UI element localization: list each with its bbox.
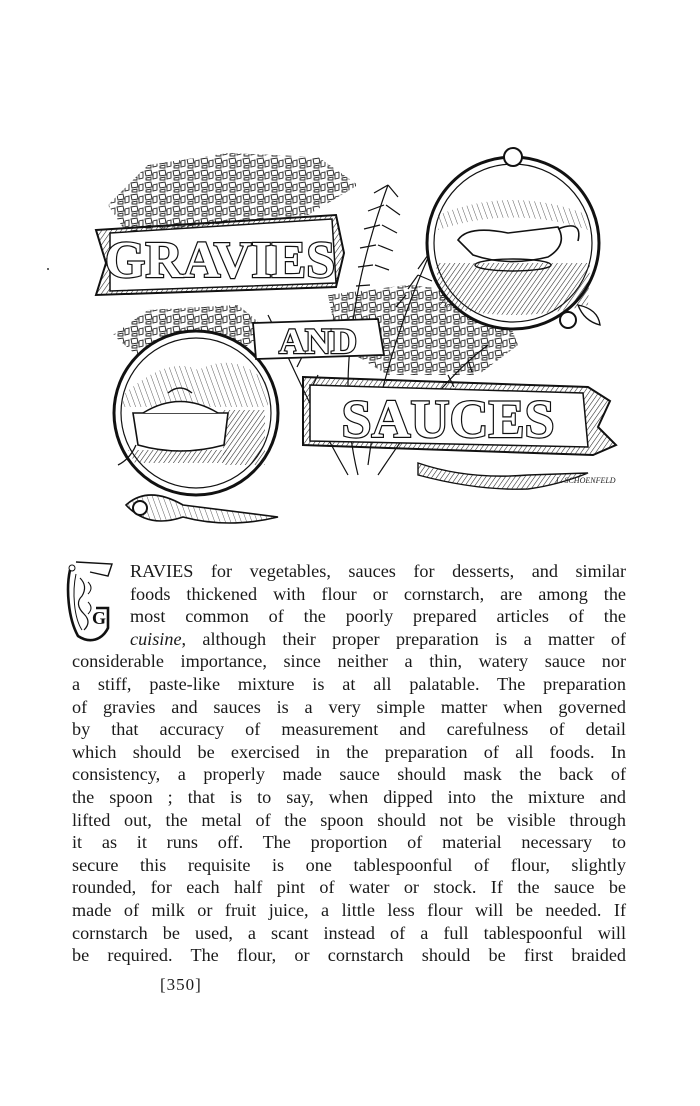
text-line-17: cornstarch be used, a scant instead of a full tablespoonful will [72, 922, 626, 943]
text-line-9: which should be exercised in the preparation of all foods. In [72, 741, 626, 762]
artist-signature: L. SCHOENFELD [556, 476, 616, 485]
title-word-and: AND [279, 321, 357, 361]
text-line-2: foods thickened with flour or cornstarch, are among the [130, 583, 626, 604]
text-line-10: consistency, a properly made sauce should mask the back of [72, 764, 626, 785]
text-line-11: the spoon ; that is to say, when dipped into the mixture and [72, 786, 626, 807]
text-line-1: RAVIES for vegetables, sauces for desserts, and similar [130, 561, 626, 581]
print-speck [47, 268, 49, 270]
header-illustration [88, 145, 620, 530]
svg-text:G: G [92, 608, 107, 628]
title-word-sauces: SAUCES [341, 389, 555, 449]
page-number: [350] [160, 975, 202, 994]
text-line-18: be required. The flour, or cornstarch should be first braided [72, 945, 626, 966]
dropcap-G [62, 558, 120, 644]
text-line-16: made of milk or fruit juice, a little less flour will be needed. If [72, 899, 626, 920]
text-line-4: cuisine, although their proper preparation is a matter of [130, 628, 626, 649]
text-line-6: a stiff, paste-like mixture is at all palatable. The preparation [72, 673, 626, 694]
text-line-8: by that accuracy of measurement and carefulness of detail [72, 719, 626, 740]
text-line-3: most common of the poorly prepared articles of the [130, 606, 626, 627]
body-text [72, 560, 626, 967]
text-line-7: of gravies and sauces is a very simple matter when governed [72, 696, 626, 717]
title-word-gravies: GRAVIES [104, 232, 336, 289]
text-line-14: secure this requisite is one tablespoonful of flour, slightly [72, 854, 626, 875]
tureen-medallion [114, 331, 278, 495]
gravy-boat-medallion [427, 148, 600, 329]
text-line-5: considerable importance, since neither a thin, watery sauce nor [72, 651, 626, 672]
text-line-13: it as it runs off. The proportion of material necessary to [72, 832, 626, 853]
italic-cuisine: cuisine [130, 628, 182, 649]
text-line-15: rounded, for each half pint of water or stock. If the sauce be [72, 877, 626, 898]
text-line-12: lifted out, the metal of the spoon should not be visible through [72, 809, 626, 830]
